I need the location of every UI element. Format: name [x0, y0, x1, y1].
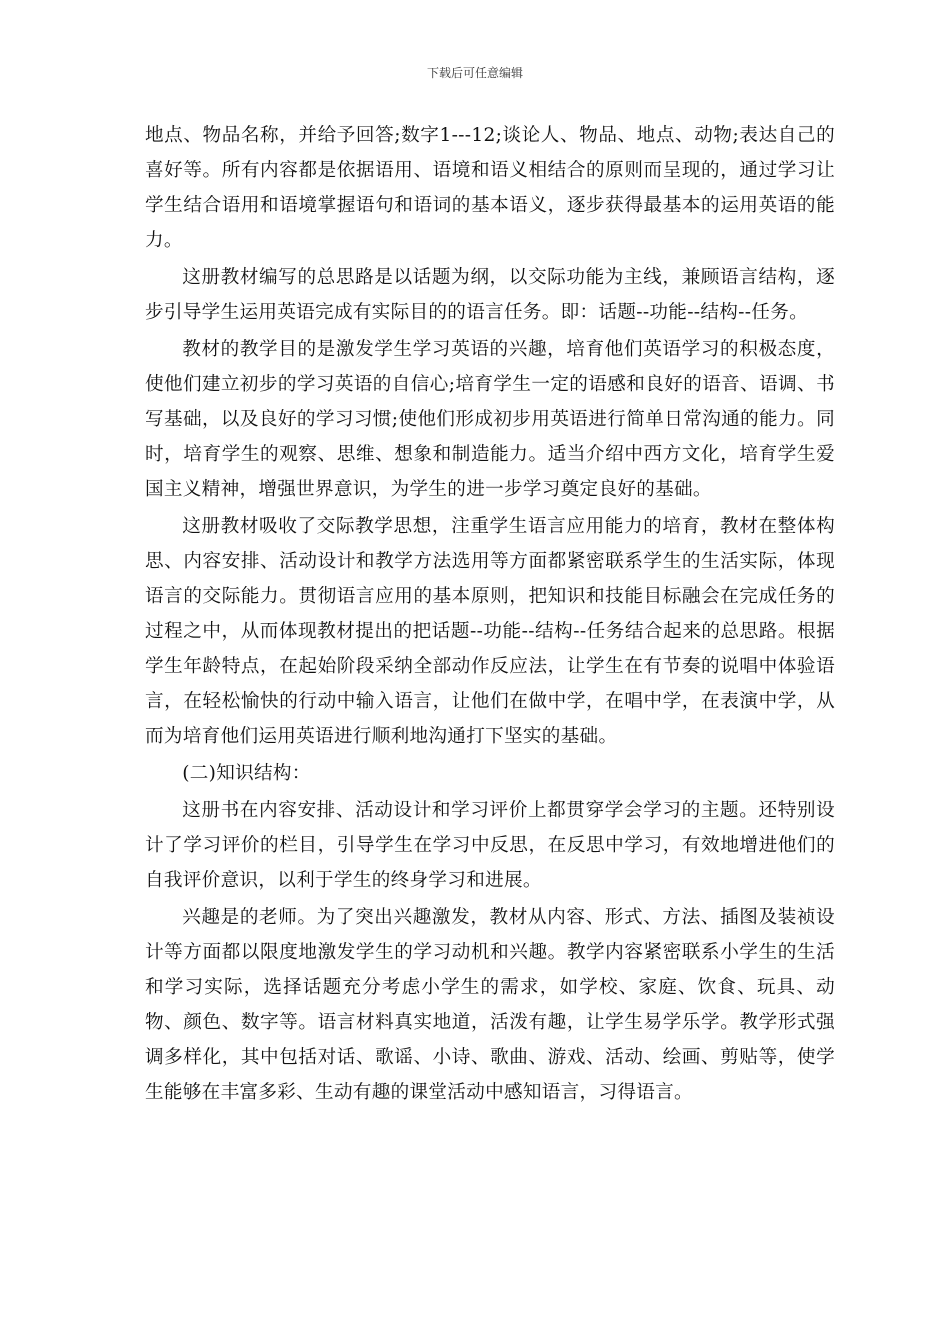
paragraph-6: 兴趣是的老师。为了突出兴趣激发，教材从内容、形式、方法、插图及装祯设计等方面都以限度地激发学生的学习动机和兴趣。教学内容紧密联系小学生的生活和学习实际，选择话题充分考虑小学生的需求，如学校、家庭、饮食、玩具、动物、颜色、数字等。语言材料真实地道，活泼有趣，让学生易学乐学。教学形式强调多样化，其中包括对话、歌谣、小诗、歌曲、游戏、活动、绘画、剪贴等，使学生能够在丰富多彩、生动有趣的课堂活动中感知语言，习得语言。	[145, 907, 835, 1103]
paragraph-2: 这册教材编写的总思路是以话题为纲，以交际功能为主线，兼顾语言结构，逐步引导学生运用英语完成有实际目的的语言任务。即：话题--功能--结构--任务。	[145, 267, 835, 323]
paragraph-1: 地点、物品名称，并给予回答;数字1---12;谈论人、物品、地点、动物;表达自己的喜好等。所有内容都是依据语用、语境和语义相结合的原则而呈现的，通过学习让学生结合语用和语境掌握语句和语词的基本语义，逐步获得最基本的运用英语的能力。	[145, 125, 835, 251]
paragraph-4: 这册教材吸收了交际教学思想，注重学生语言应用能力的培育，教材在整体构思、内容安排、活动设计和教学方法选用等方面都紧密联系学生的生活实际，体现语言的交际能力。贯彻语言应用的基本原则，把知识和技能目标融会在完成任务的过程之中，从而体现教材提出的把话题--功能--结构--任务结合起来的总思路。根据学生年龄特点，在起始阶段采纳全部动作反应法，让学生在有节奏的说唱中体验语言，在轻松愉快的行动中输入语言，让他们在做中学，在唱中学，在表演中学，从而为培育他们运用英语进行顺利地沟通打下坚实的基础。	[145, 516, 835, 747]
paragraph-3: 教材的教学目的是激发学生学习英语的兴趣，培育他们英语学习的积极态度，使他们建立初步的学习英语的自信心;培育学生一定的语感和良好的语音、语调、书写基础，以及良好的学习习惯;使他们形成初步用英语进行简单日常沟通的能力。同时，培育学生的观察、思维、想象和制造能力。适当介绍中西方文化，培育学生爱国主义精神，增强世界意识，为学生的进一步学习奠定良好的基础。	[145, 339, 835, 500]
section-heading-knowledge-structure: (二)知识结构：	[182, 763, 311, 784]
document-body	[145, 118, 835, 1112]
page-header: 下载后可任意编辑	[426, 66, 523, 80]
paragraph-5: 这册书在内容安排、活动设计和学习评价上都贯穿学会学习的主题。还特别设计了学习评价的栏目，引导学生在学习中反思，在反思中学习，有效地增进他们的自我评价意识，以利于学生的终身学习和进展。	[145, 800, 835, 891]
